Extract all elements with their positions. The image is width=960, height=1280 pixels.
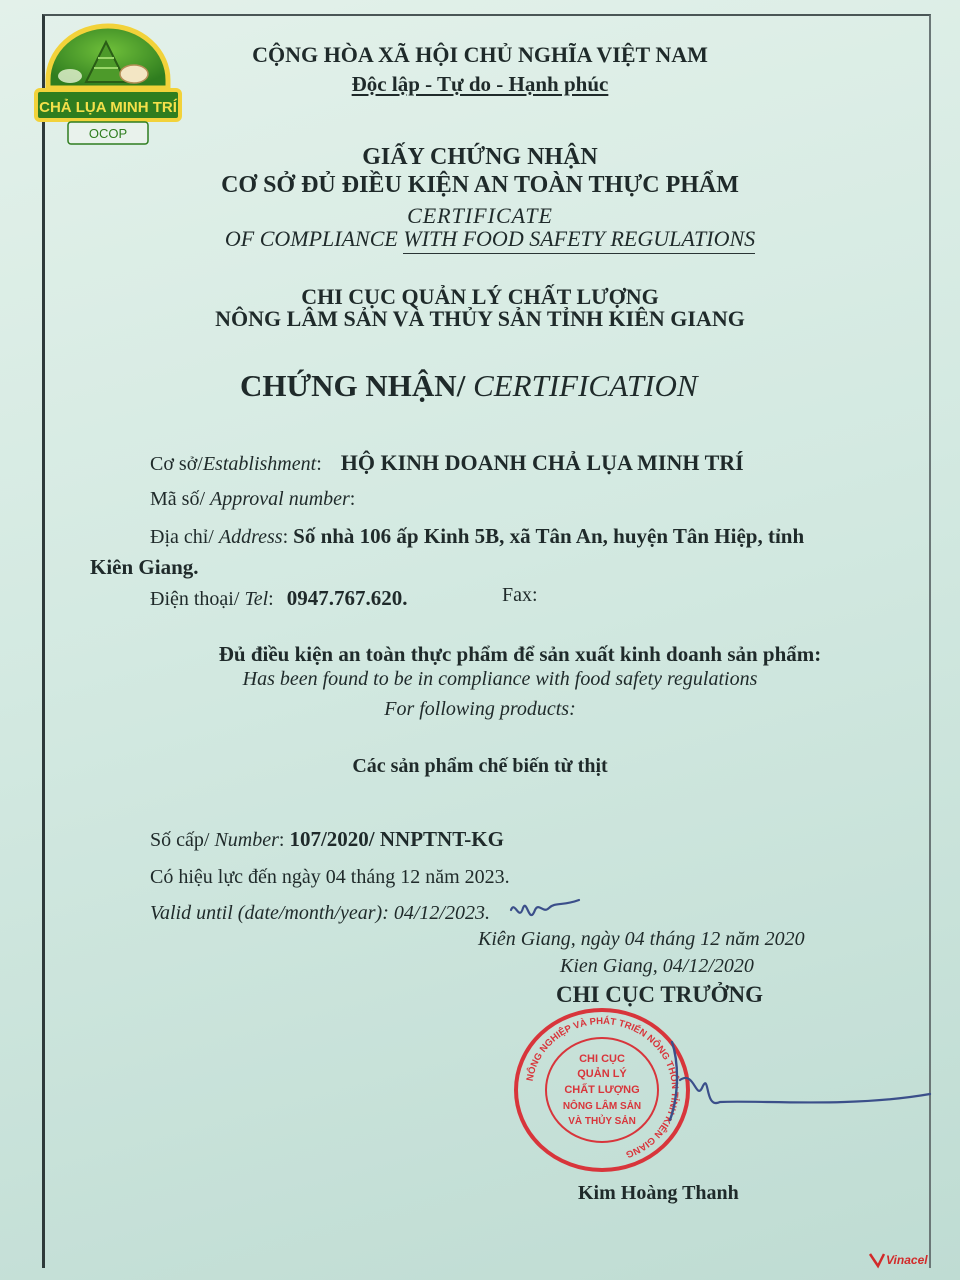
logo-name-text: CHẢ LỤA MINH TRÍ	[39, 99, 177, 116]
signer-position: CHI CỤC TRƯỞNG	[556, 982, 764, 1007]
address-value-1: Số nhà 106 ấp Kinh 5B, xã Tân An, huyện Tân Hiệp, tỉnh	[293, 524, 805, 548]
number-value: 107/2020/ NNPTNT-KG	[289, 827, 504, 851]
initials-mark	[505, 892, 585, 932]
seal-line3: CHẤT LƯỢNG	[564, 1084, 640, 1096]
nation-title: CỘNG HÒA XÃ HỘI CHỦ NGHĨA VIỆT NAM	[252, 42, 708, 67]
place-date-en: Kien Giang, 04/12/2020	[560, 955, 754, 977]
title-en-line2	[150, 226, 830, 254]
ocop-badge-text: OCOP	[88, 126, 128, 141]
seal-line4: NÔNG LÂM SẢN	[562, 1101, 642, 1112]
approval-label-en: Approval number	[210, 488, 350, 510]
establishment-row: Cơ sở/Establishment: HỘ KINH DOANH CHẢ LỤA MINH TRÍ	[150, 450, 744, 475]
number-label-en: Number	[214, 829, 279, 851]
tel-value: 0947.767.620.	[286, 586, 408, 610]
seal-line2: QUẢN LÝ	[577, 1068, 627, 1080]
fax-label: Fax:	[502, 584, 538, 606]
agency-line2: NÔNG LÂM SẢN VÀ THỦY SẢN TỈNH KIÊN GIANG	[215, 306, 745, 331]
seal-line5: VÀ THỦY SẢN	[568, 1116, 636, 1127]
national-motto: Độc lập - Tự do - Hạnh phúc	[351, 72, 609, 96]
title-en-line1: CERTIFICATE	[407, 203, 553, 228]
compliance-en-2: For following products:	[384, 698, 576, 720]
certification-heading	[240, 368, 698, 404]
seal-line1: CHI CỤC	[579, 1053, 625, 1065]
title-en-line2-post: WITH FOOD SAFETY REGULATIONS	[403, 226, 755, 254]
agency-line1: CHI CỤC QUẢN LÝ CHẤT LƯỢNG	[301, 284, 659, 309]
address-label-en: Address	[218, 526, 283, 548]
address-value-2: Kiên Giang.	[90, 555, 199, 579]
certification-vi: CHỨNG NHẬN/	[240, 368, 466, 403]
approval-row: Mã số/ Approval number:	[150, 488, 356, 510]
watermark-text: Vinacel	[886, 1253, 928, 1267]
address-label-vi: Địa chỉ/	[150, 526, 219, 548]
address-row: Địa chỉ/ Address: Số nhà 106 ấp Kinh 5B, xã Tân An, huyện Tân Hiệp, tỉnh	[150, 524, 805, 548]
tel-row: Điện thoại/ Tel: 0947.767.620.	[150, 586, 408, 610]
number-row: Số cấp/ Number: 107/2020/ NNPTNT-KG	[150, 827, 504, 851]
establishment-value: HỘ KINH DOANH CHẢ LỤA MINH TRÍ	[340, 450, 744, 475]
approval-label-vi: Mã số/	[150, 488, 210, 510]
number-label-vi: Số cấp/	[150, 829, 215, 851]
vinacel-watermark	[866, 1248, 946, 1272]
tel-label-en: Tel	[244, 588, 269, 610]
tel-label-vi: Điện thoại/	[150, 588, 245, 610]
establishment-label-vi: Cơ sở/	[150, 453, 203, 475]
validity-en: Valid until (date/month/year): 04/12/2023.	[150, 902, 490, 924]
signer-name: Kim Hoàng Thanh	[578, 1182, 739, 1204]
title-en-line2-pre: OF COMPLIANCE	[224, 226, 404, 251]
compliance-en-1: Has been found to be in compliance with food safety regulations	[242, 668, 758, 690]
handwritten-signature	[650, 1030, 940, 1140]
title-vi-line2: CƠ SỞ ĐỦ ĐIỀU KIỆN AN TOÀN THỰC PHẨM	[221, 172, 739, 198]
certification-en: CERTIFICATION	[465, 368, 698, 403]
product-list: Các sản phẩm chế biến từ thịt	[352, 755, 608, 777]
seal-ring-text: NÔNG NGHIỆP VÀ PHÁT TRIỂN NÔNG THÔN TỈNH KIÊN GIANG	[524, 1015, 681, 1160]
cha-lua-minh-tri-logo	[28, 18, 188, 160]
validity-vi: Có hiệu lực đến ngày 04 tháng 12 năm 2023.	[150, 866, 510, 888]
establishment-label-en: Establishment	[202, 453, 317, 475]
title-vi-line1: GIẤY CHỨNG NHẬN	[362, 144, 598, 170]
compliance-vi: Đủ điều kiện an toàn thực phẩm để sản xuất kinh doanh sản phẩm:	[218, 642, 822, 666]
place-date-vi: Kiên Giang, ngày 04 tháng 12 năm 2020	[478, 928, 805, 950]
